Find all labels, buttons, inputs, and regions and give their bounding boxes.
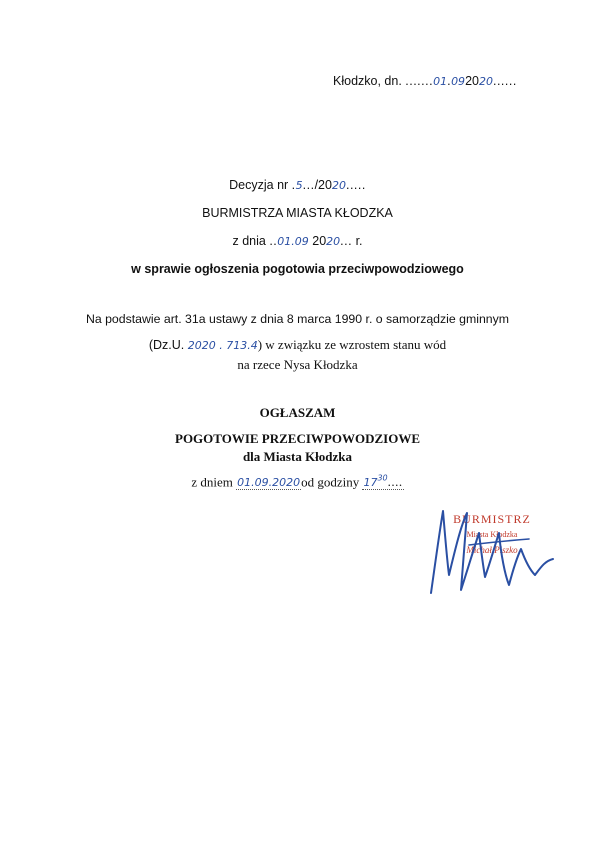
basis-line-1: Na podstawie art. 31a ustawy z dnia 8 marca 1990 r. o samorządzie gminnym [85,312,510,326]
basis-line2-prefix: (Dz.U. [148,338,188,352]
minute-handwritten: 30 [377,474,388,483]
decision-date-year-prefix: 20 [308,234,327,248]
basis-line2-suffix: ) w związku ze wzrostem stanu wód [257,337,447,352]
stamp-name: Michał Piszko [466,545,518,555]
announcement-heading: OGŁASZAM [259,405,336,420]
decision-label: Decyzja nr [229,178,292,192]
date-month-handwritten: 09 [451,75,466,88]
decision-number-handwritten: 5 [295,179,303,192]
announcement-time-line: z dniem 01.09.2020od godziny $17^{30}$.... [191,474,403,490]
decision-number-line: Decyzja nr .5.../2020..... [229,178,366,192]
basis-line-3: na rzece Nysa Kłodzka [237,357,358,372]
from-date-handwritten: 01.09.2020 [237,476,301,490]
hour-handwritten: 17 [363,476,378,490]
announcement-title: POGOTOWIE PRZECIWPOWODZIOWE [175,431,420,446]
decision-year-handwritten: 20 [331,179,346,192]
decision-date-end: r. [352,234,363,248]
place-date-line: Kłodzko, dn. .......01.092020...... [333,74,517,88]
basis-citation-handwritten: 2020 . 713.4 [187,339,258,352]
decision-issuer: BURMISTRZA MIASTA KŁODZKA [202,206,393,220]
basis-line-2 [0,337,595,353]
stamp-title: BURMISTRZ [453,512,531,526]
decision-date-handwritten: 01.09 [277,235,309,248]
decision-date-line: z dnia ..01.09 2020... r. [232,234,363,248]
time-label: od godziny [301,474,363,490]
date-year-handwritten: 20 [478,75,493,88]
signature [425,505,560,600]
stamp-subtitle: Miasta Kłodzka [466,530,518,539]
date-day-handwritten: 01 [433,75,448,88]
decision-date-year-handwritten: 20 [326,235,341,248]
place-date-prefix: Kłodzko, dn. [333,74,406,88]
date-year-prefix: 20 [465,74,479,88]
decision-subject: w sprawie ogłoszenia pogotowia przeciwpowodziowego [131,262,464,276]
decision-year-prefix: /20 [314,178,332,192]
announcement-subtitle: dla Miasta Kłodzka [242,449,353,464]
decision-date-prefix: z dnia [232,234,270,248]
from-label: z dniem [191,474,237,490]
